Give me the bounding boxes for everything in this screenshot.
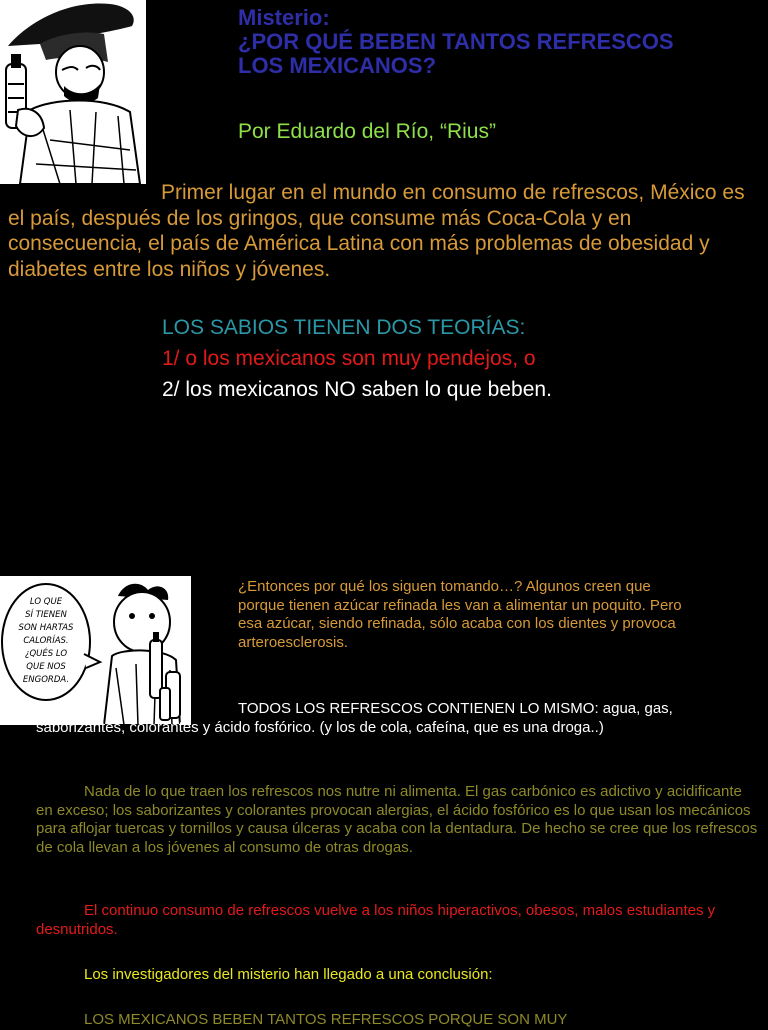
man-with-bottle-drawing [0,0,146,184]
conclusion-text: LOS MEXICANOS BEBEN TANTOS REFRESCOS PORQUE SON MUY [84,1011,568,1028]
illustration-man-with-bottle [0,0,146,184]
nutrition-paragraph [36,783,758,857]
speech-line-5: ¿QUÉS LO [24,649,68,659]
title-block [238,6,758,78]
speech-line-6: QUE NOS [26,662,66,672]
theory-one: 1/ o los mexicanos son muy pendejos, o [162,347,536,370]
consumption-effects-text: El continuo consumo de refrescos vuelve a los niños hiperactivos, obesos, malos estudiantes y desnutridos. [36,902,716,938]
title-line-1: ¿POR QUÉ BEBEN TANTOS REFRESCOS [238,29,674,54]
title-kicker: Misterio: [238,5,330,30]
nutrition-text: Nada de lo que traen los refrescos nos nutre ni alimenta. El gas carbónico es adictivo y acidificante en exceso; los saborizantes y colorantes provocan alergias, el ácido fosfórico es lo que usan los mecánicos para aflojar tuercas y tornillos y causa úlceras y acaba con la dentadura. De hecho se cree que los refrescos de cola llevan a los jóvenes al consumo de otras drogas. [36,783,758,856]
consumption-effects-paragraph [36,902,758,939]
researchers-paragraph [36,966,758,985]
speech-line-3: SON HARTAS [18,623,74,633]
intro-text: Primer lugar en el mundo en consumo de refrescos, México es el país, después de los gringos, que consume más Coca-Cola y en consecuencia, el país de América Latina con más problemas de obesidad y diabetes entre los niños y jóvenes. [8,181,745,281]
why-paragraph: ¿Entonces por qué los siguen tomando…? Algunos creen que porque tienen azúcar refinada les van a alimentar un poquito. Pero esa azúcar, siendo refinada, sólo acaba con los dientes y provoca arteroesclerosis. [238,578,682,651]
researchers-text: Los investigadores del misterio han llegado a una conclusión: [84,966,493,983]
theory-two: 2/ los mexicanos NO saben lo que beben. [162,378,552,401]
intro-paragraph [8,180,763,282]
speech-line-7: ENGORDA. [22,675,70,685]
ingredients-paragraph [36,699,764,737]
conclusion-partial [36,1011,758,1030]
theories-heading: LOS SABIOS TIENEN DOS TEORÍAS: [162,316,526,339]
author-byline: Por Eduardo del Río, “Rius” [238,120,496,143]
ingredients-text: TODOS LOS REFRESCOS CONTIENEN LO MISMO: agua, gas, saborizantes, colorantes y ácido fosfórico. (y los de cola, cafeína, que es una droga..) [36,700,673,736]
title-line-2: LOS MEXICANOS? [238,53,437,78]
speech-line-2: SÍ TIENEN [25,610,67,620]
speech-line-1: LO QUE [29,597,63,607]
speech-line-4: CALORÍAS. [23,636,69,646]
